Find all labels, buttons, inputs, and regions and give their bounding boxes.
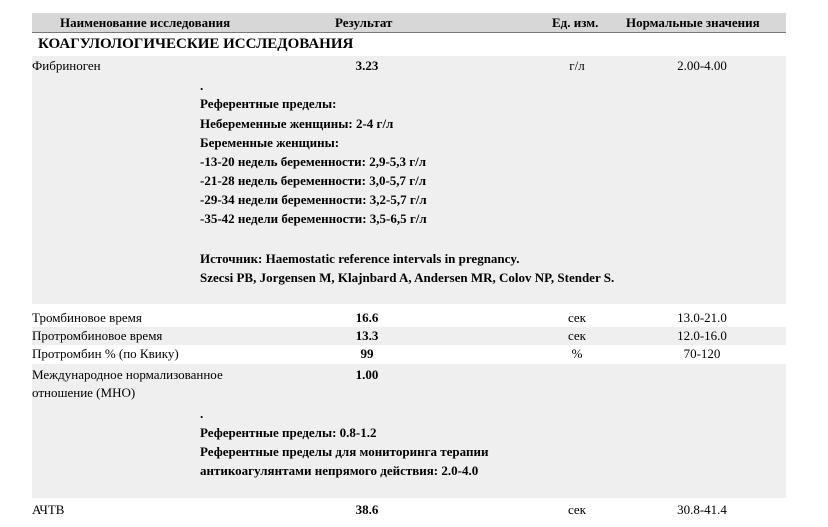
test-name: Тромбиновое время <box>32 310 142 325</box>
test-unit: % <box>571 346 583 361</box>
test-unit: сек <box>567 328 586 343</box>
note-authors: Szecsi PB, Jorgensen M, Klajnbard A, Andersen MR, Colov NP, Stender S. <box>200 270 615 285</box>
note-line: Референтные пределы для мониторинга терапии <box>200 444 489 459</box>
header-norm: Нормальные значения <box>626 15 760 30</box>
header-name: Наименование исследования <box>60 15 231 30</box>
note-source: Источник: Haemostatic reference intervals in pregnancy. <box>200 251 520 266</box>
table-row-fibrinogen <box>32 57 786 75</box>
table-row-prothrombin-quick <box>32 345 786 363</box>
test-name-continued: отношение (МНО) <box>32 385 136 400</box>
note-line: Небеременные женщины: 2-4 г/л <box>200 116 394 131</box>
test-name: Международное нормализованное <box>32 367 223 382</box>
test-unit: сек <box>567 310 586 325</box>
header-unit: Ед. изм. <box>552 15 599 30</box>
note-line: . <box>200 78 204 93</box>
test-result: 38.6 <box>355 502 379 517</box>
note-line: антикоагулянтами непрямого действия: 2.0-4.0 <box>200 463 479 478</box>
test-name: Фибриноген <box>32 58 101 73</box>
test-norm: 13.0-21.0 <box>677 310 727 325</box>
test-unit: г/л <box>569 58 585 73</box>
test-norm: 30.8-41.4 <box>677 502 727 517</box>
table-row-thrombin-time <box>32 309 786 327</box>
note-line: . <box>200 406 204 421</box>
table-header <box>32 13 786 33</box>
note-line: -21-28 недель беременности: 3,0-5,7 г/л <box>200 173 427 188</box>
test-norm: 70-120 <box>683 346 721 361</box>
table-row-aptt <box>32 501 786 519</box>
header-result: Результат <box>335 15 393 30</box>
section-title: КОАГУЛОЛОГИЧЕСКИЕ ИССЛЕДОВАНИЯ <box>38 36 354 52</box>
test-result: 99 <box>360 346 374 361</box>
table-row-prothrombin-time <box>32 327 786 345</box>
note-line: -13-20 недель беременности: 2,9-5,3 г/л <box>200 154 427 169</box>
note-line: Референтные пределы: 0.8-1.2 <box>200 425 377 440</box>
test-name: Протромбиновое время <box>32 328 163 343</box>
note-line: -29-34 недели беременности: 3,2-5,7 г/л <box>200 192 427 207</box>
test-name: Протромбин % (по Квику) <box>32 346 179 361</box>
table-row-inr <box>32 366 786 384</box>
test-name: АЧТВ <box>32 502 65 517</box>
note-line: Беременные женщины: <box>200 135 340 150</box>
test-result: 3.23 <box>355 58 379 73</box>
test-result: 16.6 <box>355 310 379 325</box>
test-unit: сек <box>567 502 586 517</box>
test-result: 1.00 <box>355 367 379 382</box>
test-norm: 2.00-4.00 <box>677 58 727 73</box>
note-line: Референтные пределы: <box>200 96 337 111</box>
test-result: 13.3 <box>355 328 379 343</box>
test-norm: 12.0-16.0 <box>677 328 727 343</box>
note-line: -35-42 недели беременности: 3,5-6,5 г/л <box>200 211 427 226</box>
